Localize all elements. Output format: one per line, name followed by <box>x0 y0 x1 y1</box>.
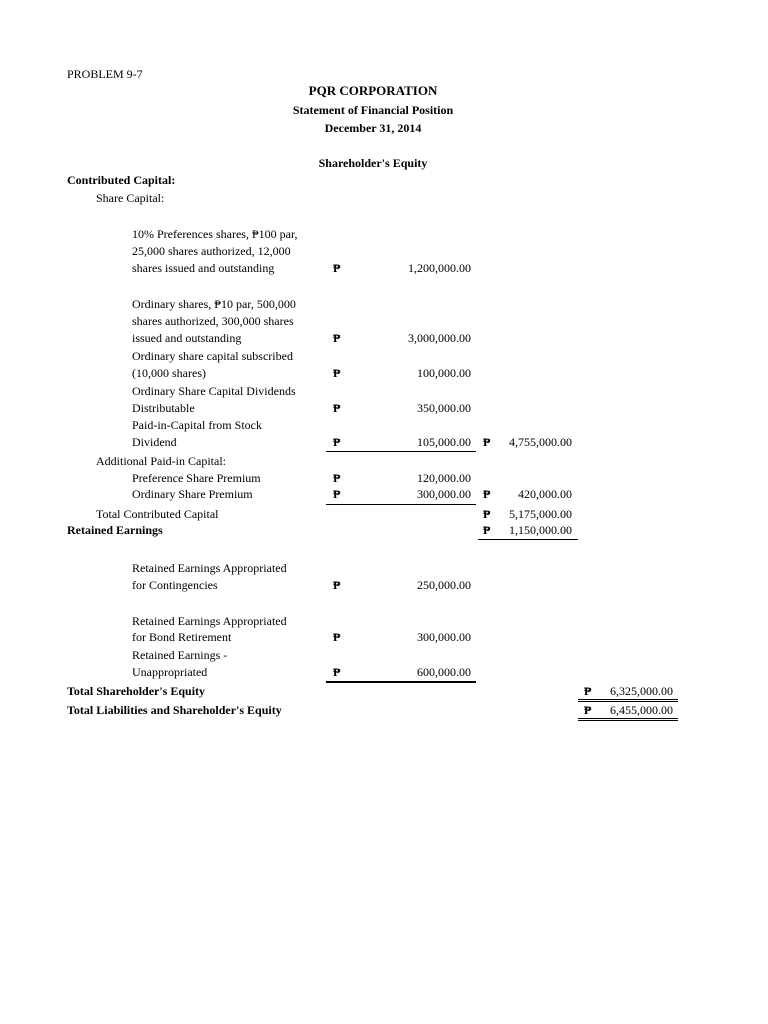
contributed-capital-heading: Contributed Capital: <box>67 173 176 187</box>
peso-sign: ₱ <box>333 401 341 415</box>
peso-sign: ₱ <box>333 665 341 679</box>
re-contingencies-label-2: for Contingencies <box>132 578 218 592</box>
preference-shares-label-2: 25,000 shares authorized, 12,000 <box>132 244 291 258</box>
re-bond-label-1: Retained Earnings Appropriated <box>132 614 287 628</box>
share-capital-heading: Share Capital: <box>96 191 165 205</box>
peso-sign: ₱ <box>584 703 592 717</box>
additional-paid-in-subtotal: 420,000.00 <box>518 487 572 501</box>
statement-title: Statement of Financial Position <box>292 103 454 117</box>
total-equity-amount: 6,325,000.00 <box>610 684 673 698</box>
ordinary-shares-label-2: shares authorized, 300,000 shares <box>132 314 294 328</box>
peso-sign: ₱ <box>333 630 341 644</box>
total-liabilities-equity-label: Total Liabilities and Shareholder's Equity <box>67 703 282 717</box>
underline <box>326 451 476 452</box>
peso-sign: ₱ <box>483 487 491 501</box>
stock-dividend-amount: 105,000.00 <box>417 435 471 449</box>
preference-shares-amount: 1,200,000.00 <box>408 261 471 275</box>
re-bond-label-2: for Bond Retirement <box>132 630 232 644</box>
peso-sign: ₱ <box>333 435 341 449</box>
preference-premium-amount: 120,000.00 <box>417 471 471 485</box>
underline <box>326 504 476 505</box>
retained-earnings-label: Retained Earnings <box>67 523 163 537</box>
re-contingencies-label-1: Retained Earnings Appropriated <box>132 561 287 575</box>
peso-sign: ₱ <box>483 507 491 521</box>
underline <box>578 718 678 719</box>
re-contingencies-amount: 250,000.00 <box>417 578 471 592</box>
stock-dividend-label-1: Paid-in-Capital from Stock <box>132 418 262 432</box>
peso-sign: ₱ <box>333 261 341 275</box>
underline <box>478 539 578 540</box>
section-title: Shareholder's Equity <box>318 156 428 170</box>
dividends-distributable-amount: 350,000.00 <box>417 401 471 415</box>
retained-earnings-amount: 1,150,000.00 <box>509 523 572 537</box>
re-bond-amount: 300,000.00 <box>417 630 471 644</box>
ordinary-subscribed-label-1: Ordinary share capital subscribed <box>132 349 293 363</box>
stock-dividend-label-2: Dividend <box>132 435 177 449</box>
additional-paid-in-heading: Additional Paid-in Capital: <box>96 454 226 468</box>
dividends-distributable-label-2: Distributable <box>132 401 195 415</box>
ordinary-shares-amount: 3,000,000.00 <box>408 331 471 345</box>
problem-number: PROBLEM 9-7 <box>67 67 143 81</box>
total-equity-label: Total Shareholder's Equity <box>67 684 206 698</box>
preference-shares-label-3: shares issued and outstanding <box>132 261 275 275</box>
re-unappropriated-amount: 600,000.00 <box>417 665 471 679</box>
peso-sign: ₱ <box>483 523 491 537</box>
peso-sign: ₱ <box>483 435 491 449</box>
ordinary-premium-label: Ordinary Share Premium <box>132 487 253 501</box>
peso-sign: ₱ <box>333 331 341 345</box>
ordinary-subscribed-amount: 100,000.00 <box>417 366 471 380</box>
dividends-distributable-label-1: Ordinary Share Capital Dividends <box>132 384 296 398</box>
peso-sign: ₱ <box>333 471 341 485</box>
peso-sign: ₱ <box>333 578 341 592</box>
underline <box>578 720 678 721</box>
statement-date: December 31, 2014 <box>324 121 422 135</box>
preference-premium-label: Preference Share Premium <box>132 471 261 485</box>
company-name: PQR CORPORATION <box>308 83 438 98</box>
underline <box>326 681 476 683</box>
preference-shares-label-1: 10% Preferences shares, ₱100 par, <box>132 227 298 241</box>
total-contributed-amount: 5,175,000.00 <box>509 507 572 521</box>
peso-sign: ₱ <box>333 366 341 380</box>
ordinary-shares-label-3: issued and outstanding <box>132 331 242 345</box>
ordinary-subscribed-label-2: (10,000 shares) <box>132 366 206 380</box>
share-capital-subtotal: 4,755,000.00 <box>509 435 572 449</box>
peso-sign: ₱ <box>584 684 592 698</box>
re-unappropriated-label-2: Unappropriated <box>132 665 208 679</box>
ordinary-shares-label-1: Ordinary shares, ₱10 par, 500,000 <box>132 297 296 311</box>
re-unappropriated-label-1: Retained Earnings - <box>132 648 228 662</box>
ordinary-premium-amount: 300,000.00 <box>417 487 471 501</box>
total-liabilities-equity-amount: 6,455,000.00 <box>610 703 673 717</box>
peso-sign: ₱ <box>333 487 341 501</box>
underline <box>578 699 678 700</box>
total-contributed-label: Total Contributed Capital <box>96 507 219 521</box>
